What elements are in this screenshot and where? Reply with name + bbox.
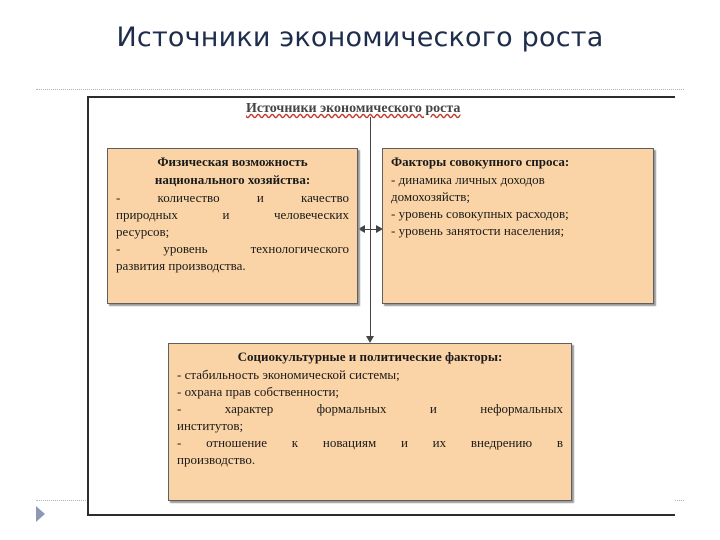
- box-line: - уровень совокупных расходов;: [391, 206, 569, 221]
- arrow-down-icon: [366, 336, 374, 343]
- box-heading: национального хозяйства:: [154, 172, 311, 187]
- box-heading: Факторы совокупного спроса:: [391, 154, 570, 169]
- box-line: - отношение к новациям и их внедрению в: [177, 435, 563, 450]
- box-line: - охрана прав собственности;: [177, 384, 340, 399]
- vertical-connector: [370, 117, 371, 336]
- box-line: - характер формальных и неформальных: [177, 401, 563, 416]
- box-line: - уровень занятости населения;: [391, 223, 565, 238]
- bullet-arrow-icon: [36, 506, 45, 522]
- box-line: - уровень технологического: [116, 241, 349, 256]
- box-line: производство.: [177, 452, 256, 467]
- box-line: - динамика личных доходов: [391, 172, 545, 187]
- box-line: развития производства.: [116, 258, 246, 273]
- box-line: ресурсов;: [116, 224, 170, 239]
- box-heading: Социокультурные и политические факторы:: [237, 349, 503, 364]
- slide-title: Источники экономического роста: [116, 22, 604, 53]
- arrow-left-icon: [358, 225, 365, 233]
- box-line: институтов;: [177, 418, 244, 433]
- diagram-title: Источники экономического роста: [246, 101, 461, 116]
- sociocultural-box: [168, 343, 572, 501]
- box-line: природных и человеческих: [116, 207, 349, 222]
- physical-capacity-box: [107, 148, 358, 304]
- aggregate-demand-box: [382, 148, 654, 304]
- box-line: - стабильность экономической системы;: [177, 367, 400, 382]
- box-heading: Физическая возможность: [157, 154, 308, 169]
- box-line: - количество и качество: [116, 190, 349, 205]
- top-divider: [36, 89, 684, 90]
- box-line: домохозяйств;: [391, 189, 471, 204]
